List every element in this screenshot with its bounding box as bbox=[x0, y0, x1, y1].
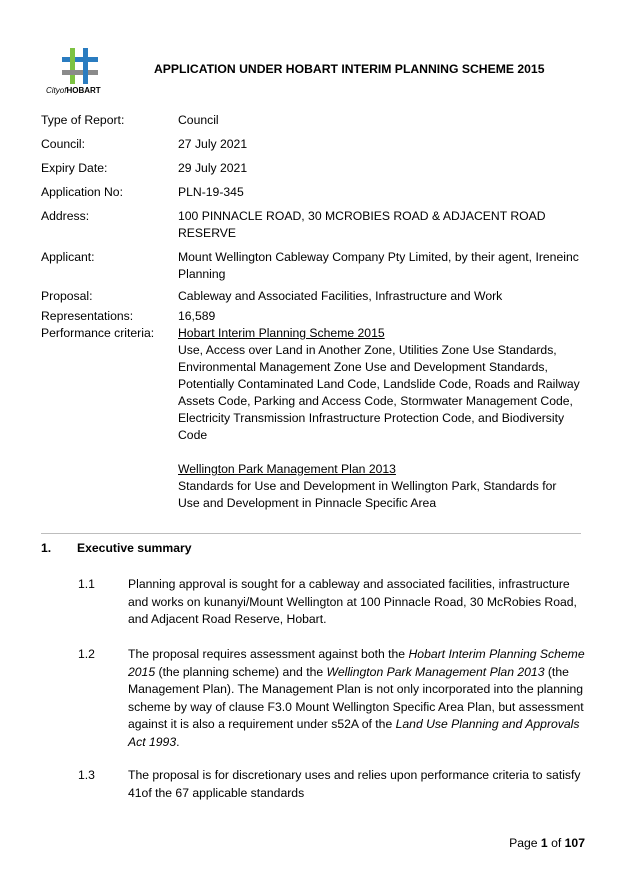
detail-row-expiry: Expiry Date: 29 July 2021 bbox=[41, 161, 248, 175]
detail-row-council: Council: 27 July 2021 bbox=[41, 137, 248, 151]
detail-row-performance-criteria: Performance criteria: Hobart Interim Planning Scheme 2015 Use, Access over Land in Another Zone, Utilities Zone Use Standards, Environmental Management Zone Use and Development Standards, Potentially Contaminated Land Code, Landslide Code, Roads and Railway Assets Code, Parking and Access Code, Stormwater Management Code, Electricity Transmission Infrastructure Protection Code, and Biodiversity Code Wellington Park Management Plan 2013 Standards for Use and Development in Wellington Park, Standards for Use and Development in Pinnacle Specific Area bbox=[41, 326, 580, 510]
plan-title: Wellington Park Management Plan 2013 bbox=[178, 462, 396, 476]
scheme-title: Hobart Interim Planning Scheme 2015 bbox=[178, 326, 385, 340]
logo-text: CityofHOBART bbox=[46, 86, 101, 95]
plan-criteria: Standards for Use and Development in Wellington Park, Standards for Use and Development in Pinnacle Specific Area bbox=[178, 479, 557, 510]
detail-row-applicant: Applicant: Mount Wellington Cableway Company Pty Limited, by their agent, Ireneinc Planning bbox=[41, 250, 579, 281]
paragraph-1-3: 1.3 The proposal is for discretionary uses and relies upon performance criteria to satisfy 41of the 67 applicable standards bbox=[78, 768, 581, 800]
report-details bbox=[41, 112, 581, 512]
detail-row-proposal: Proposal: Cableway and Associated Facilities, Infrastructure and Work bbox=[41, 289, 503, 303]
detail-row-representations: Representations: 16,589 bbox=[41, 309, 216, 323]
city-of-hobart-logo bbox=[46, 48, 118, 100]
paragraph-1-2: 1.2 The proposal requires assessment against both the Hobart Interim Planning Scheme 2015 (the planning scheme) and the Wellington Park Management Plan 2013 (the Management Plan). The Management Plan is not only incorporated into the planning scheme by way of clause F3.0 Mount Wellington Specific Area Plan, but assessment against it is also a requirement under s52A of the Land Use Planning and Approvals Act 1993. bbox=[78, 647, 585, 749]
detail-row-type: Type of Report: Council bbox=[41, 113, 219, 127]
scheme-criteria: Use, Access over Land in Another Zone, Utilities Zone Use Standards, Environmental Management Zone Use and Development Standards, Potentially Contaminated Land Code, Landslide Code, Roads and Railway Assets Code, Parking and Access Code, Stormwater Management Code, Electricity Transmission Infrastructure Protection Code, and Biodiversity Code bbox=[178, 343, 580, 442]
report-heading: APPLICATION UNDER HOBART INTERIM PLANNING SCHEME 2015 bbox=[154, 62, 545, 76]
paragraph-1-1: 1.1 Planning approval is sought for a cableway and associated facilities, infrastructure and works on kunanyi/Mount Wellington at 100 Pinnacle Road, 30 McRobies Road, and Adjacent Road Reserve, Hobart. bbox=[78, 577, 577, 627]
section-heading: 1. Executive summary bbox=[41, 541, 192, 555]
section-divider bbox=[41, 533, 581, 534]
hobart-cross-icon bbox=[62, 48, 98, 84]
detail-row-address: Address: 100 PINNACLE ROAD, 30 MCROBIES ROAD & ADJACENT ROAD RESERVE bbox=[41, 209, 546, 240]
detail-row-application-no: Application No: PLN-19-345 bbox=[41, 185, 244, 199]
page-number: Page 1 of 107 bbox=[509, 836, 585, 850]
